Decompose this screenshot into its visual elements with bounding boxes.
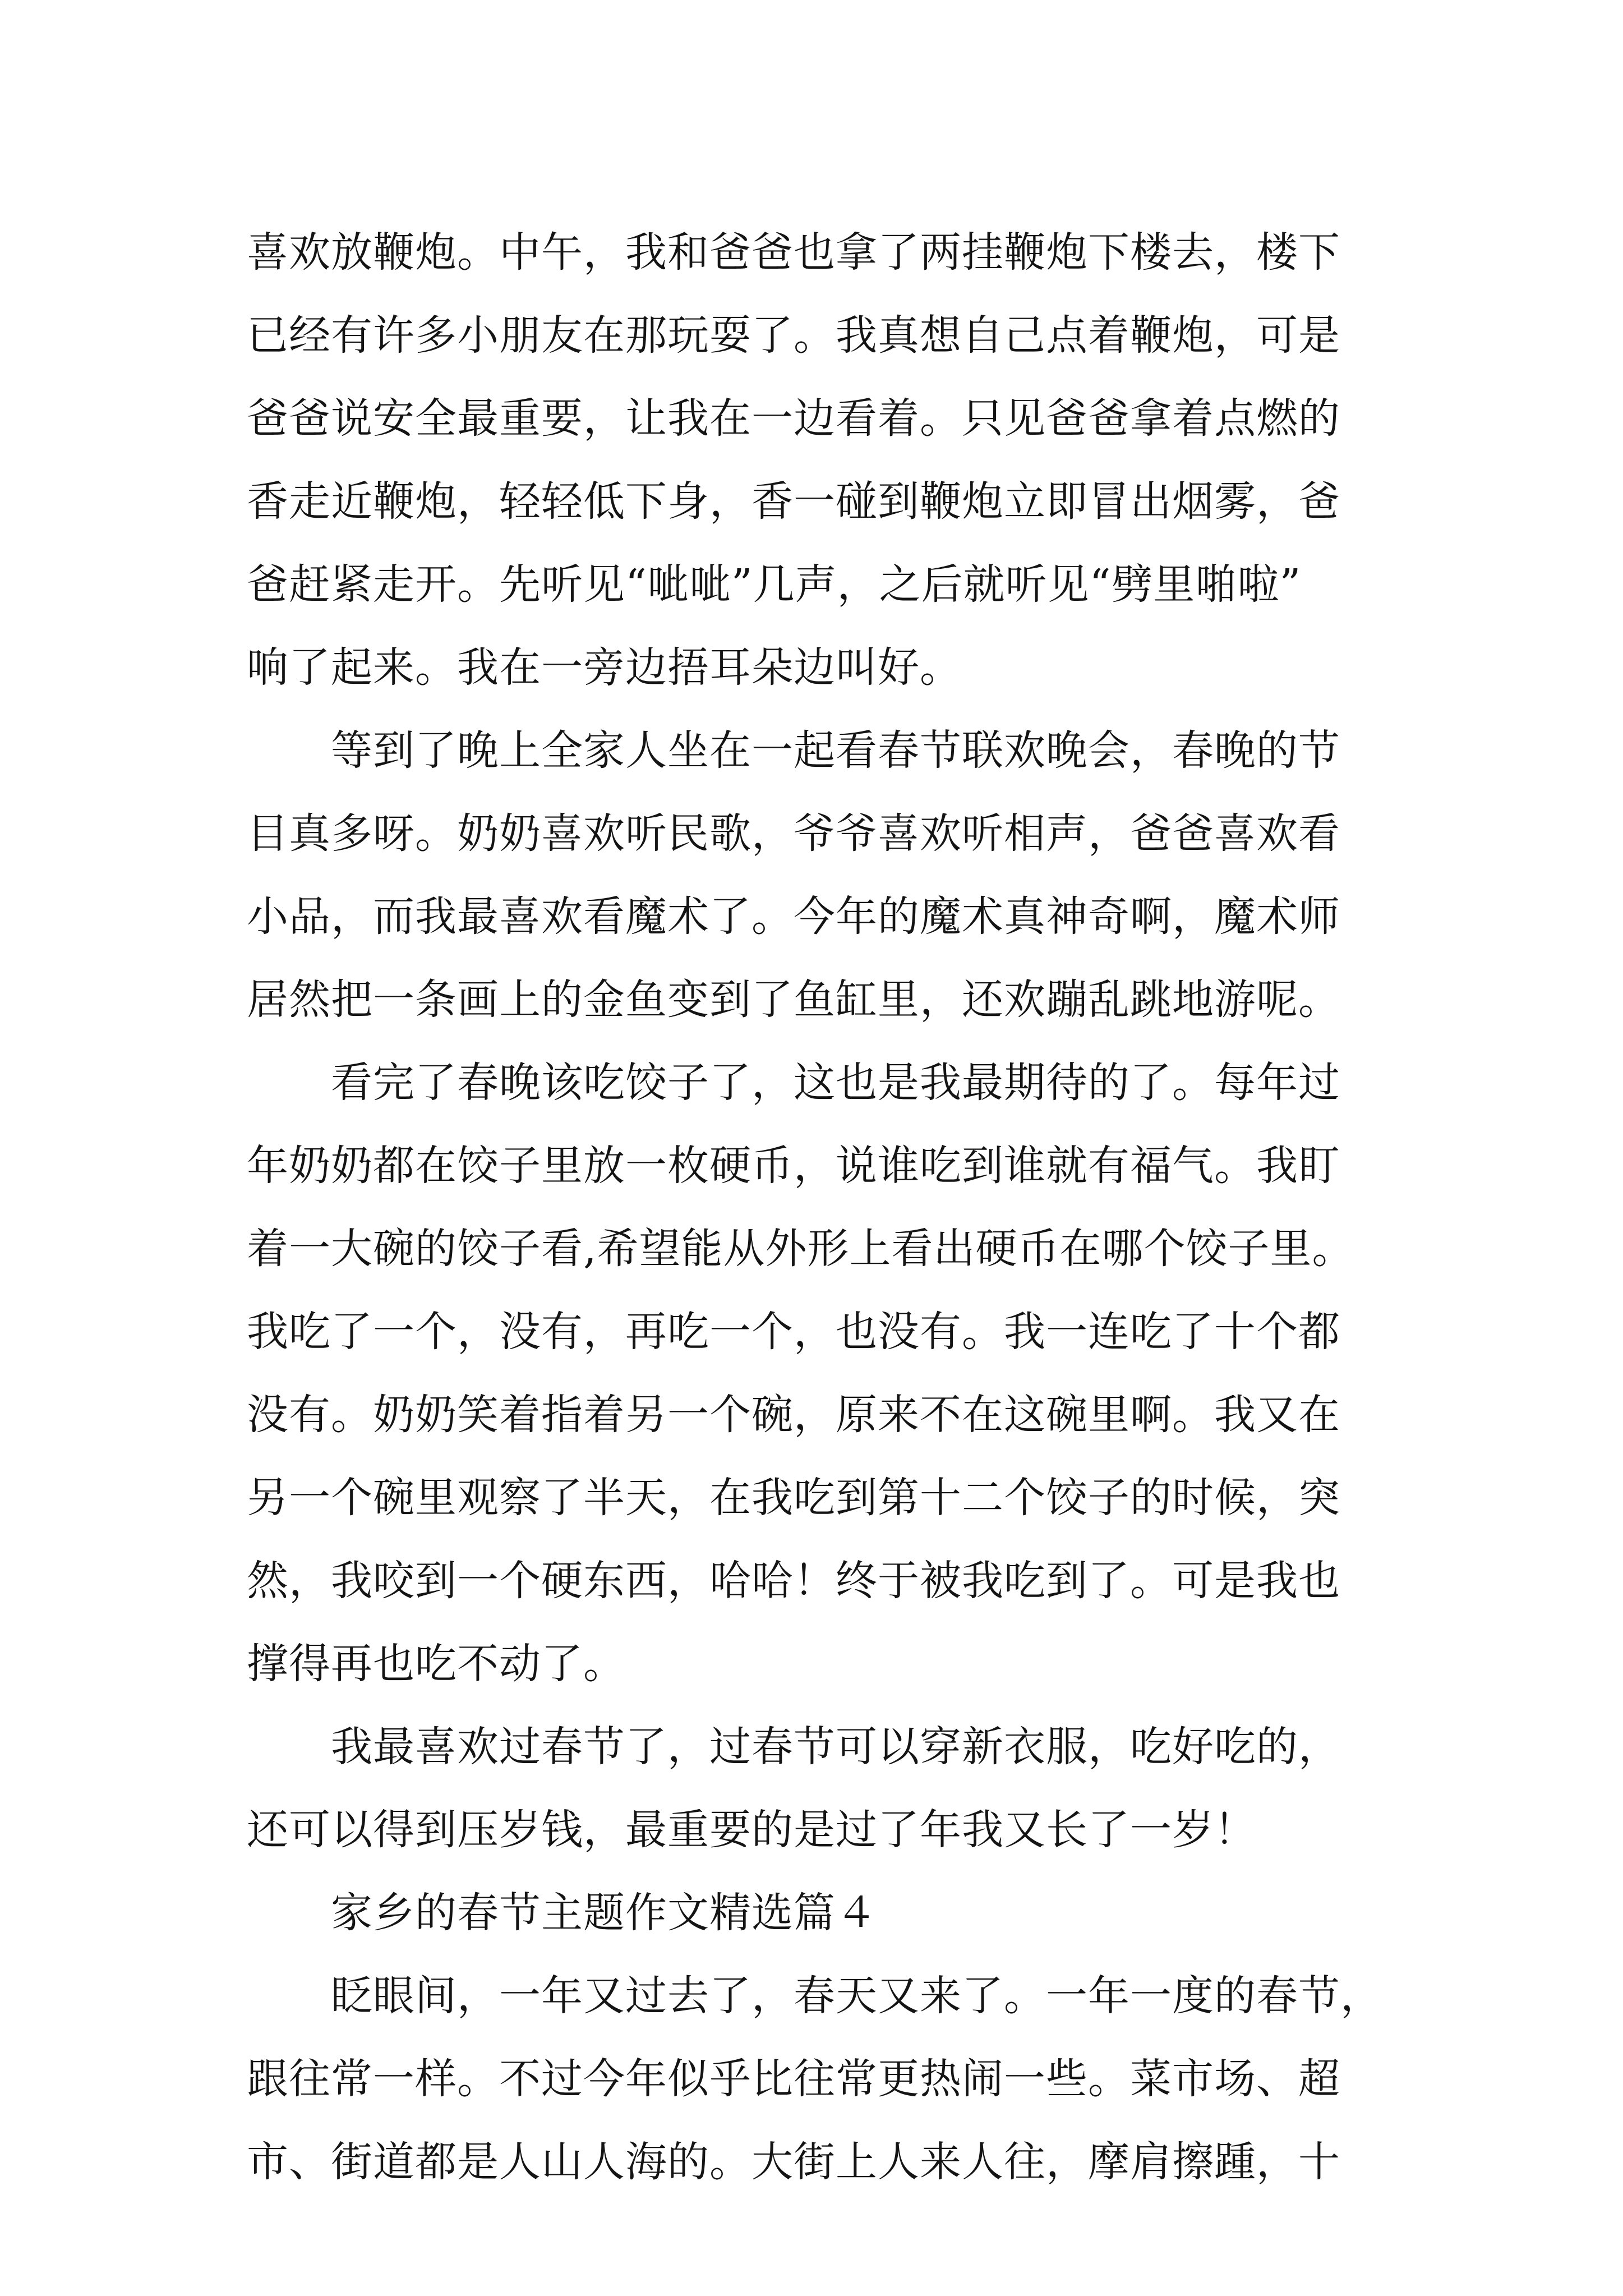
text-line: 小品，而我最喜欢看魔术了。今年的魔术真神奇啊，魔术师: [247, 892, 1340, 941]
paragraph-start-line: 我最喜欢过春节了，过春节可以穿新衣服，吃好吃的，: [331, 1723, 1340, 1771]
text-line: 我吃了一个，没有，再吃一个，也没有。我一连吃了十个都: [247, 1308, 1340, 1356]
text-line: 目真多呀。奶奶喜欢听民歌，爷爷喜欢听相声，爸爸喜欢看: [247, 809, 1340, 858]
text-line: 然，我咬到一个硬东西，哈哈！终于被我吃到了。可是我也: [247, 1557, 1340, 1605]
text-line: 响了起来。我在一旁边捂耳朵边叫好。: [247, 643, 962, 692]
text-line: 爸赶紧走开。先听见“呲呲”几声，之后就听见“劈里啪啦”: [247, 560, 1302, 609]
text-line: 喜欢放鞭炮。中午，我和爸爸也拿了两挂鞭炮下楼去，楼下: [247, 228, 1340, 277]
text-line: 居然把一条画上的金鱼变到了鱼缸里，还欢蹦乱跳地游呢。: [247, 976, 1340, 1024]
text-line: 已经有许多小朋友在那玩耍了。我真想自己点着鞭炮，可是: [247, 311, 1340, 360]
section-heading: 家乡的春节主题作文精选篇４: [331, 1889, 878, 1937]
text-line: 香走近鞭炮，轻轻低下身，香一碰到鞭炮立即冒出烟雾，爸: [247, 477, 1340, 526]
text-line: 爸爸说安全最重要，让我在一边看着。只见爸爸拿着点燃的: [247, 394, 1340, 443]
document-body: [247, 211, 1391, 2203]
paragraph-start-line: 眨眼间，一年又过去了，春天又来了。一年一度的春节，: [331, 1972, 1382, 2020]
paragraph-start-line: 看完了春晚该吃饺子了，这也是我最期待的了。每年过: [331, 1059, 1340, 1107]
text-line: 市、街道都是人山人海的。大街上人来人往，摩肩擦踵，十: [247, 2138, 1340, 2186]
text-line: 没有。奶奶笑着指着另一个碗，原来不在这碗里啊。我又在: [247, 1391, 1340, 1439]
text-line: 还可以得到压岁钱，最重要的是过了年我又长了一岁！: [247, 1806, 1256, 1854]
text-line: 跟往常一样。不过今年似乎比往常更热闹一些。菜市场、超: [247, 2055, 1340, 2103]
text-line: 撑得再也吃不动了。: [247, 1640, 625, 1688]
paragraph-start-line: 等到了晚上全家人坐在一起看春节联欢晚会，春晚的节: [331, 726, 1340, 775]
text-line: 着一大碗的饺子看,希望能从外形上看出硬币在哪个饺子里。: [247, 1225, 1354, 1273]
text-line: 另一个碗里观察了半天，在我吃到第十二个饺子的时候，突: [247, 1474, 1340, 1522]
text-line: 年奶奶都在饺子里放一枚硬币，说谁吃到谁就有福气。我盯: [247, 1142, 1340, 1190]
